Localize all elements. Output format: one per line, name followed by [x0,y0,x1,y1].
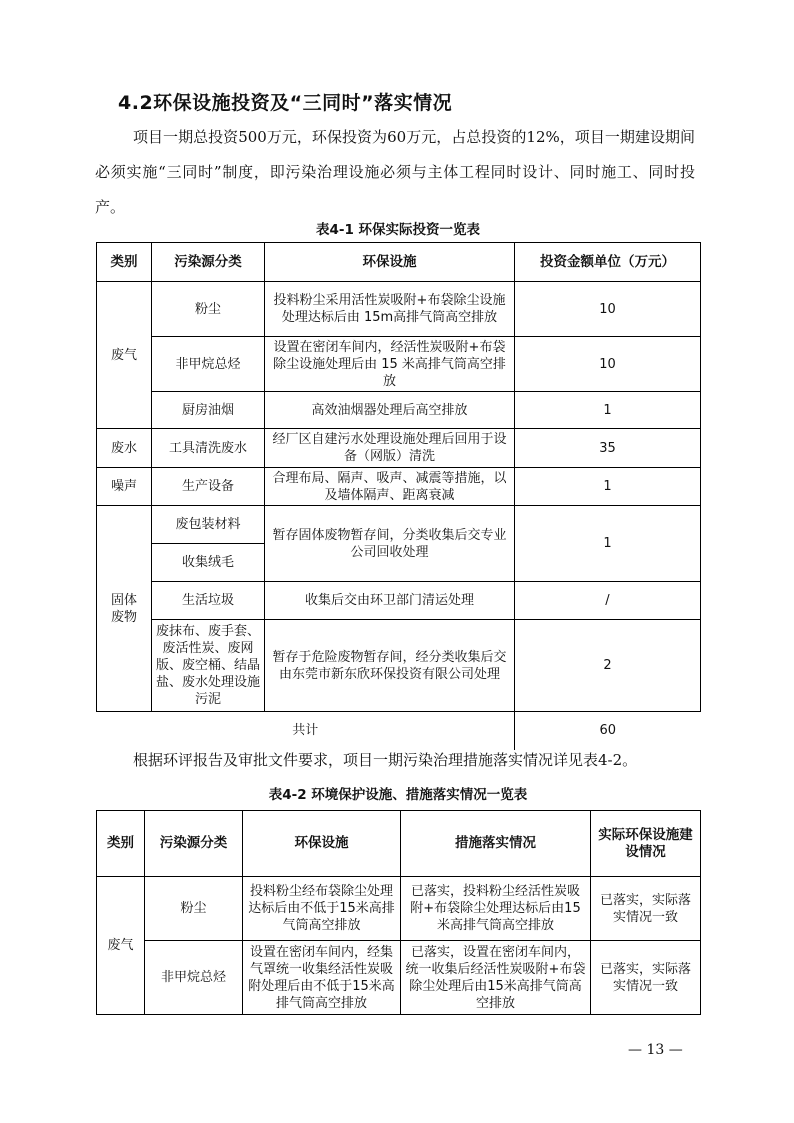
total-amount: 60 [515,712,701,750]
measures-table [96,810,701,1015]
table-row [97,392,701,429]
table-row [97,282,701,337]
header-category: 类别 [97,243,152,282]
source-cell: 生活垃圾 [152,582,265,620]
amount-cell: / [515,582,701,620]
intro-paragraph: 项目一期总投资500万元，环保投资为60万元，占总投资的12%，项目一期建设期间必须实施“三同时”制度，即污染治理设施必须与主体工程同时设计、同时施工、同时投产。 [95,128,695,216]
facility-cell: 投料粉尘采用活性炭吸附+布袋除尘设施处理达标后由 15m高排气筒高空排放 [265,282,515,337]
section-heading: 4.2环保设施投资及“三同时”落实情况 [118,92,453,114]
table1-caption: 表4-1 环保实际投资一览表 [315,222,481,238]
table-row [97,941,701,1015]
header-source: 污染源分类 [145,811,243,877]
table-row [97,620,701,712]
investment-table [96,242,701,750]
facility-cell: 暂存固体废物暂存间，分类收集后交专业公司回收处理 [265,506,515,582]
amount-cell: 10 [515,282,701,337]
category-cell: 废水 [97,429,152,468]
category-cell: 废气 [97,282,152,429]
table2-caption: 表4-2 环境保护设施、措施落实情况一览表 [268,787,528,803]
source-cell: 生产设备 [152,468,265,506]
facility-cell: 投料粉尘经布袋除尘处理达标后由不低于15米高排气筒高空排放 [243,877,401,941]
table2-header-row [97,811,701,877]
status-cell: 已落实，设置在密闭车间内，统一收集后经活性炭吸附+布袋除尘处理后由15米高排气筒高空排放 [401,941,591,1015]
source-cell: 废抹布、废手套、废活性炭、废网版、废空桶、结晶盐、废水处理设施污泥 [152,620,265,712]
facility-cell: 设置在密闭车间内，经集气罩统一收集经活性炭吸附处理后由不低于15米高排气筒高空排放 [243,941,401,1015]
header-status: 措施落实情况 [401,811,591,877]
category-cell: 废气 [97,877,145,1015]
source-cell: 粉尘 [152,282,265,337]
table-row [97,582,701,620]
header-amount: 投资金额单位（万元） [515,243,701,282]
facility-cell: 收集后交由环卫部门清运处理 [265,582,515,620]
facility-cell: 暂存于危险废物暂存间，经分类收集后交由东莞市新东欣环保投资有限公司处理 [265,620,515,712]
header-facility: 环保设施 [265,243,515,282]
category-cell: 噪声 [97,468,152,506]
facility-cell: 合理布局、隔声、吸声、减震等措施，以及墙体隔声、距离衰减 [265,468,515,506]
header-actual: 实际环保设施建设情况 [591,811,701,877]
source-cell: 工具清洗废水 [152,429,265,468]
table-row [97,506,701,544]
facility-cell: 经厂区自建污水处理设施处理后回用于设备（网版）清洗 [265,429,515,468]
amount-cell: 10 [515,337,701,392]
actual-cell: 已落实，实际落实情况一致 [591,941,701,1015]
source-cell: 厨房油烟 [152,392,265,429]
header-source: 污染源分类 [152,243,265,282]
table-row [97,429,701,468]
facility-cell: 设置在密闭车间内，经活性炭吸附+布袋除尘设施处理后由 15 米高排气筒高空排放 [265,337,515,392]
source-cell: 非甲烷总烃 [152,337,265,392]
reference-paragraph: 根据环评报告及审批文件要求，项目一期污染治理措施落实情况详见表4-2。 [133,751,638,769]
amount-cell: 1 [515,392,701,429]
source-cell: 粉尘 [145,877,243,941]
table-row [97,337,701,392]
table-row [97,468,701,506]
facility-cell: 高效油烟器处理后高空排放 [265,392,515,429]
table1-header-row [97,243,701,282]
amount-cell: 1 [515,468,701,506]
header-facility: 环保设施 [243,811,401,877]
total-label: 共计 [97,712,515,750]
header-category: 类别 [97,811,145,877]
source-cell: 非甲烷总烃 [145,941,243,1015]
table1-total-row [97,712,701,750]
category-cell: 固体 废物 [97,506,152,712]
source-cell: 收集绒毛 [152,544,265,582]
amount-cell: 1 [515,506,701,582]
source-cell: 废包装材料 [152,506,265,544]
actual-cell: 已落实，实际落实情况一致 [591,877,701,941]
status-cell: 已落实，投料粉尘经活性炭吸附+布袋除尘处理达标后由15米高排气筒高空排放 [401,877,591,941]
table-row [97,877,701,941]
amount-cell: 2 [515,620,701,712]
amount-cell: 35 [515,429,701,468]
page-number: — 13 — [628,1042,683,1058]
